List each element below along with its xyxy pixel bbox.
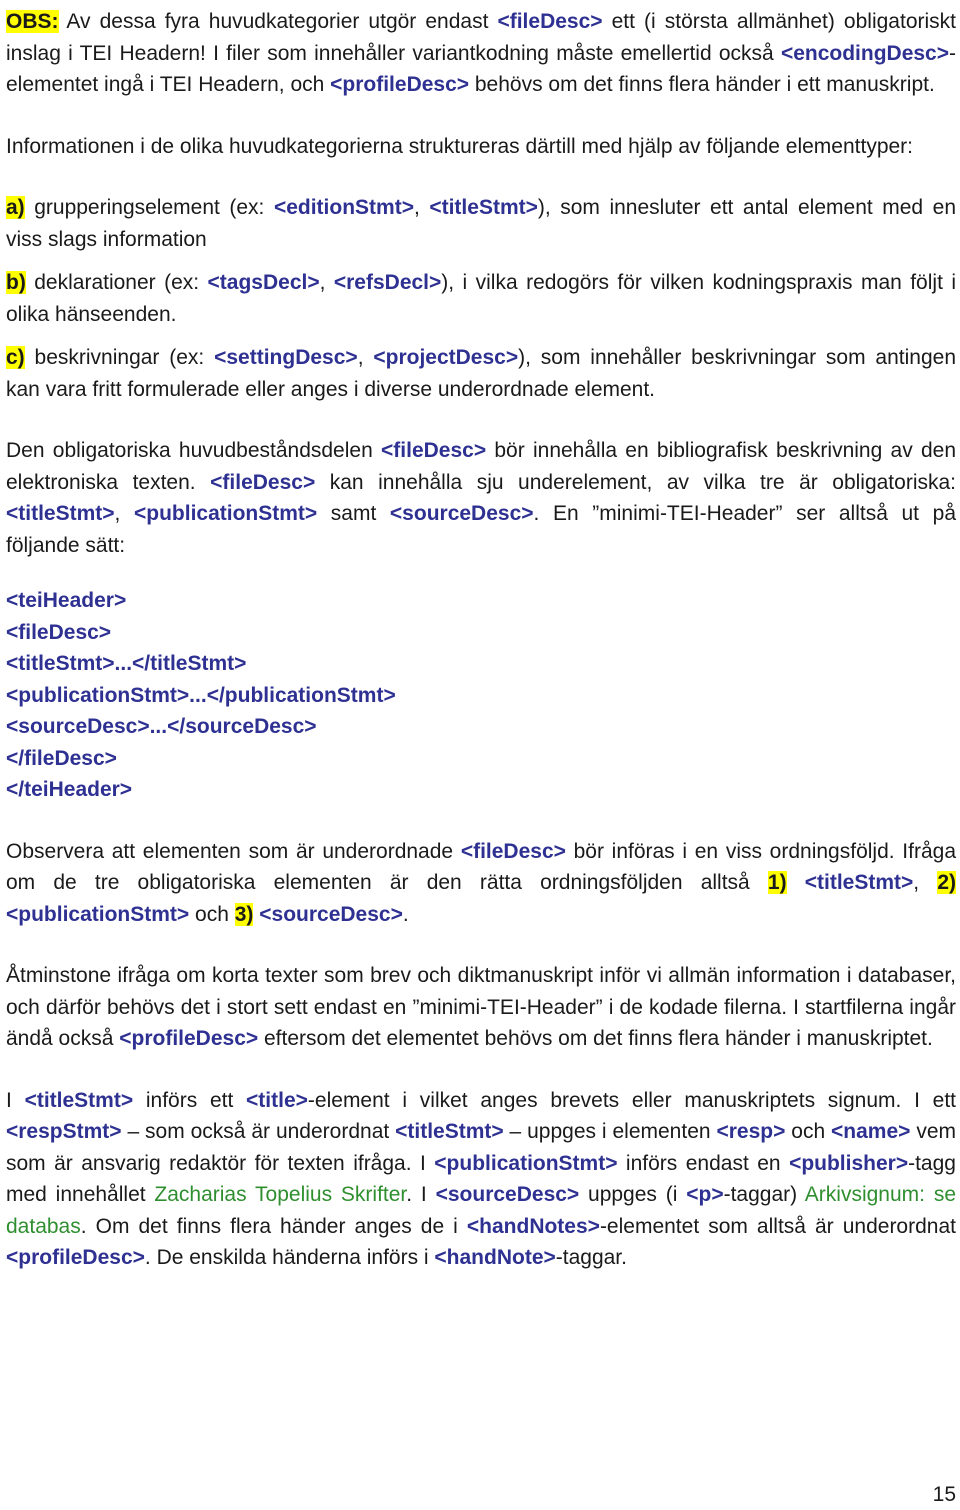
text-run: I: [6, 1088, 25, 1112]
text-run: ,: [319, 271, 334, 294]
tag-sourcedesc: <sourceDesc>: [389, 502, 534, 525]
tag-resp: <resp>: [716, 1120, 786, 1143]
tag-sourcedesc: <sourceDesc>: [259, 902, 403, 926]
tag-publicationstmt: <publicationStmt>: [133, 502, 318, 525]
tag-titlestmt: <titleStmt>: [6, 502, 115, 525]
tag-titlestmt: <titleStmt>: [395, 1120, 504, 1143]
text-run: grupperingselement (ex:: [24, 196, 274, 219]
order-marker-3: 3): [234, 902, 254, 926]
page-number: 15: [932, 1483, 956, 1506]
text-run: Åtminstone ifråga om korta texter som brev och diktmanuskript inför vi allmän information i databaser, och därför behövs det i stort sett endast en ”minimi-TEI-Header” i de kodade filerna. I startfilerna ingår ändå också: [6, 964, 956, 1050]
text-run: och: [189, 902, 235, 926]
text-run: behövs om det finns flera händer i ett manuskript.: [469, 73, 935, 96]
list-marker-a: a): [6, 196, 25, 219]
text-run: . En ”minimi-TEI-Header” ser alltså ut på följande sätt:: [6, 502, 956, 557]
text-run: ,: [913, 871, 938, 894]
text-run: bör införas i en viss ordningsföljd. Ifråga om de tre obligatoriska elementen är den rätta ordningsföljden alltså: [6, 839, 956, 894]
titlestmt-paragraph: [6, 1085, 956, 1274]
tag-filedesc: <fileDesc>: [381, 439, 487, 462]
text-run: ), i vilka redogörs för vilken kodningspraxis man följt i olika hänseenden.: [6, 271, 956, 326]
tag-name: <name>: [831, 1120, 911, 1143]
text-run: – uppges i elementen: [503, 1120, 717, 1143]
tag-handnote: <handNote>: [434, 1246, 556, 1269]
tag-profiledesc: <profileDesc>: [330, 73, 470, 96]
tag-respstmt: <respStmt>: [6, 1120, 122, 1143]
text-run: beskrivningar (ex:: [24, 346, 215, 369]
tag-profiledesc: <profileDesc>: [119, 1027, 259, 1050]
text-run: bör innehålla en bibliografisk beskrivning av den elektroniska texten.: [6, 439, 956, 494]
tag-filedesc: <fileDesc>: [497, 10, 603, 33]
document-page: [6, 6, 956, 1274]
tag-encodingdesc: <encodingDesc>: [780, 41, 949, 65]
text-run: .: [402, 902, 409, 926]
tag-publicationstmt: <publicationStmt>: [6, 902, 190, 926]
tag-titlestmt: <titleStmt>: [804, 871, 914, 894]
minimi-paragraph: [6, 960, 956, 1055]
text-run: . De enskilda händerna införs i: [144, 1246, 435, 1269]
text-run: samt: [317, 502, 390, 525]
text-run: -taggar.: [555, 1246, 627, 1269]
tag-filedesc: <fileDesc>: [460, 839, 566, 863]
text-run: [787, 871, 805, 894]
list-marker-b: b): [6, 271, 26, 294]
text-run: – som också är underordnat: [121, 1120, 396, 1143]
text-run: Den obligatoriska huvudbeståndsdelen: [6, 439, 382, 462]
list-marker-c: c): [6, 346, 25, 369]
obs-label: OBS:: [6, 10, 59, 33]
text-run: -elementet som alltså är underordnat: [599, 1214, 956, 1238]
list-item-a: [6, 192, 956, 255]
text-run: ), som innesluter ett antal element med en viss slags information: [6, 196, 956, 251]
text-run: kan innehålla sju underelement, av vilka tre är obligatoriska:: [315, 470, 956, 494]
tag-title: <title>: [246, 1088, 308, 1112]
text-run: Av dessa fyra huvudkategorier utgör endast: [58, 10, 498, 33]
text-run: införs ett: [133, 1088, 247, 1112]
text-run: -element i vilket anges brevets eller manuskriptets signum. I ett: [307, 1088, 957, 1112]
text-run: ,: [413, 196, 430, 219]
order-paragraph: [6, 836, 956, 931]
text-run: ), som innehåller beskrivningar som antingen kan vara fritt formulerade eller anges i diverse underordnade element.: [6, 346, 956, 401]
tag-profiledesc: <profileDesc>: [6, 1246, 145, 1269]
code-line: <publicationStmt>...</publicationStmt>: [6, 683, 396, 707]
text-run: vem som är ansvarig redaktör för texten ifråga. I: [6, 1120, 956, 1175]
code-line: <fileDesc>: [6, 620, 112, 644]
text-run: -taggar): [723, 1183, 805, 1206]
tag-filedesc: <fileDesc>: [210, 470, 316, 494]
tag-publisher: <publisher>: [789, 1151, 909, 1175]
text-run: ,: [357, 346, 374, 369]
code-line: <titleStmt>...</titleStmt>: [6, 652, 247, 675]
code-line: </teiHeader>: [6, 778, 133, 801]
text-run: . Om det finns flera händer anges de i: [80, 1214, 467, 1238]
tag-tagsdecl: <tagsDecl>: [207, 271, 320, 294]
text-run: ett (i största allmänhet) obligatoriskt inslag i TEI Headern! I filer som innehåller variantkodning måste emellertid också: [6, 10, 956, 65]
text-run: införs endast en: [617, 1151, 790, 1175]
list-item-b: [6, 267, 956, 330]
tag-sourcedesc: <sourceDesc>: [435, 1183, 580, 1206]
text-run: ,: [114, 502, 134, 525]
tag-titlestmt: <titleStmt>: [429, 196, 538, 219]
tag-refsdecl: <refsDecl>: [333, 271, 442, 294]
text-run: . I: [406, 1183, 436, 1206]
archive-value: Arkivsignum: se databas: [6, 1183, 956, 1238]
tag-settingdesc: <settingDesc>: [214, 346, 358, 369]
code-block: [6, 585, 956, 806]
order-marker-1: 1): [767, 871, 787, 894]
tag-p: <p>: [686, 1183, 724, 1206]
text-run: eftersom det elementet behövs om det finns flera händer i manuskriptet.: [258, 1027, 933, 1050]
tag-editionstmt: <editionStmt>: [273, 196, 414, 219]
code-line: <sourceDesc>...</sourceDesc>: [6, 715, 317, 738]
tag-publicationstmt: <publicationStmt>: [434, 1151, 618, 1175]
text-run: och: [785, 1120, 832, 1143]
code-line: <teiHeader>: [6, 589, 127, 612]
text-run: -tagg med innehållet: [6, 1151, 956, 1206]
list-item-c: [6, 342, 956, 405]
publisher-value: Zacharias Topelius Skrifter: [154, 1183, 407, 1206]
tag-projectdesc: <projectDesc>: [373, 346, 519, 369]
order-marker-2: 2): [937, 871, 956, 894]
intro-paragraph: Informationen i de olika huvudkategorierna struktureras därtill med hjälp av följande elementtyper:: [6, 134, 913, 158]
code-line: </fileDesc>: [6, 746, 117, 770]
text-run: -elementet ingå i TEI Headern, och: [6, 41, 956, 96]
filedesc-paragraph: [6, 435, 956, 561]
obs-paragraph: [6, 6, 956, 101]
text-run: deklarationer (ex:: [25, 271, 208, 294]
tag-titlestmt: <titleStmt>: [24, 1088, 134, 1112]
tag-handnotes: <handNotes>: [466, 1214, 600, 1238]
text-run: Observera att elementen som är underordnade: [6, 839, 461, 863]
text-run: uppges (i: [579, 1183, 687, 1206]
